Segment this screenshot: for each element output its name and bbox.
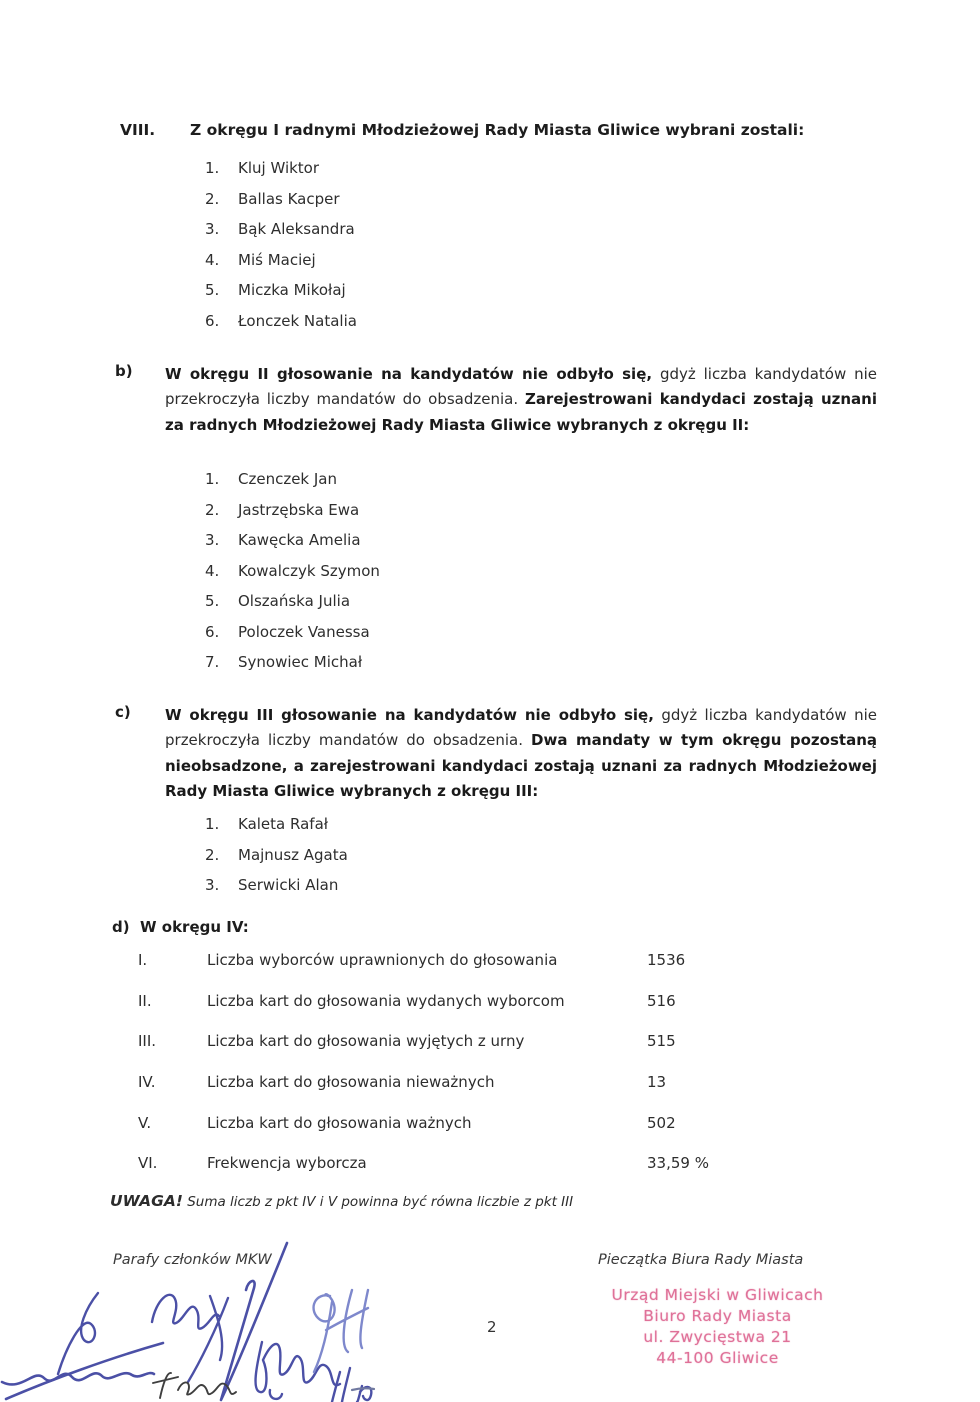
- stamp-caption: Pieczątka Biura Rady Miasta: [598, 1252, 804, 1268]
- row-label: Liczba kart do głosowania wydanych wyborcom: [207, 991, 565, 1010]
- list-item: [205, 184, 357, 215]
- list-item: [205, 647, 380, 678]
- list-item: [205, 214, 357, 245]
- row-value: 516: [647, 991, 676, 1010]
- list-item-name: Kluj Wiktor: [238, 159, 320, 177]
- district-2-candidates-list: [205, 464, 380, 678]
- list-item: [205, 870, 348, 901]
- row-value: 1536: [647, 951, 686, 969]
- list-item-number: 5.: [205, 592, 220, 610]
- list-item: [205, 840, 348, 871]
- row-numeral: V.: [138, 1113, 152, 1132]
- section-viii-heading: [120, 121, 804, 139]
- uwaga-note-text: Suma liczb z pkt IV i V powinna być równa liczbie z pkt III: [182, 1194, 574, 1210]
- row-label: Liczba wyborców uprawnionych do głosowania: [207, 951, 558, 969]
- list-item-name: Bąk Aleksandra: [238, 220, 355, 238]
- section-d-label: d): [112, 918, 130, 936]
- list-item-name: Miś Maciej: [238, 250, 316, 269]
- list-item: [205, 153, 357, 184]
- list-item-number: 5.: [205, 281, 220, 299]
- page-number: 2: [487, 1318, 497, 1336]
- row-label: Liczba kart do głosowania nieważnych: [207, 1073, 495, 1092]
- row-label: Liczba kart do głosowania wyjętych z urny: [207, 1032, 525, 1051]
- stamp-line: ul. Zwycięstwa 21: [643, 1328, 792, 1346]
- section-viii-heading-text: Z okręgu I radnymi Młodzieżowej Rady Miasta Gliwice wybrani zostali:: [190, 121, 805, 139]
- list-item-number: 3.: [205, 531, 220, 549]
- row-numeral: I.: [138, 951, 148, 969]
- list-item-name: Jastrzębska Ewa: [238, 500, 360, 519]
- list-item-name: Synowiec Michał: [238, 653, 363, 671]
- list-item-number: 2.: [205, 500, 220, 519]
- stamp-line: Biuro Rady Miasta: [643, 1307, 792, 1325]
- section-c-bold-1: W okręgu III głosowanie na kandydatów nie odbyło się,: [165, 706, 654, 724]
- signature-stroke: [314, 1290, 368, 1372]
- section-b-label: b): [115, 362, 133, 380]
- section-c-bold-2: Dwa mandaty w tym okręgu pozostaną nieobsadzone, a zarejestrowani kandydaci zostają uznani za radnych Młodzieżowej Rady Miasta Gliwice wybranych z okręgu III:: [165, 731, 877, 800]
- list-item-number: 2.: [205, 189, 220, 208]
- row-numeral: III.: [138, 1032, 157, 1051]
- row-numeral: II.: [138, 991, 152, 1010]
- list-item: [205, 809, 348, 840]
- signature-stroke: [152, 1295, 219, 1329]
- section-b-paragraph: [165, 362, 877, 438]
- section-b-bold-1: W okręgu II głosowanie na kandydatów nie odbyło się,: [165, 365, 653, 383]
- list-item-name: Czenczek Jan: [238, 470, 338, 488]
- row-value: 515: [647, 1032, 676, 1051]
- office-ink-stamp: [600, 1285, 835, 1369]
- uwaga-note: [110, 1192, 573, 1210]
- list-item-number: 3.: [205, 876, 220, 894]
- list-item: [205, 556, 380, 587]
- signature-stroke: [221, 1243, 287, 1400]
- list-item-name: Majnusz Agata: [238, 845, 348, 864]
- row-value: 13: [647, 1073, 667, 1092]
- row-numeral: IV.: [138, 1073, 156, 1092]
- list-item-number: 6.: [205, 622, 220, 641]
- signature-stroke: [6, 1343, 163, 1399]
- row-numeral: VI.: [138, 1154, 158, 1173]
- list-item-name: Olszańska Julia: [238, 592, 351, 610]
- list-item-number: 2.: [205, 845, 220, 864]
- section-c-paragraph: [165, 703, 877, 804]
- row-value: 502: [647, 1113, 676, 1132]
- list-item-number: 4.: [205, 250, 220, 269]
- list-item: [205, 245, 357, 276]
- list-item-name: Ballas Kacper: [238, 189, 340, 208]
- list-item-name: Serwicki Alan: [238, 876, 339, 894]
- initials-caption: Parafy członków MKW: [113, 1252, 272, 1268]
- district-1-elected-list: [205, 153, 357, 336]
- table-row: [138, 1032, 898, 1073]
- list-item-name: Poloczek Vanessa: [238, 622, 370, 641]
- table-row: [138, 1154, 898, 1195]
- signature-stroke: [256, 1342, 340, 1399]
- stamp-line: 44-100 Gliwice: [656, 1349, 779, 1367]
- list-item-number: 1.: [205, 470, 220, 488]
- list-item: [205, 617, 380, 648]
- list-item: [205, 495, 380, 526]
- list-item-name: Łonczek Natalia: [238, 311, 357, 330]
- signature-stroke: [188, 1296, 228, 1382]
- table-row: [138, 1114, 898, 1155]
- list-item: [205, 275, 357, 306]
- table-row: [138, 992, 898, 1033]
- row-label: Liczba kart do głosowania ważnych: [207, 1113, 472, 1132]
- list-item-number: 6.: [205, 311, 220, 330]
- section-d-heading: W okręgu IV:: [140, 918, 249, 936]
- table-row: [138, 1073, 898, 1114]
- section-viii-numeral: VIII.: [120, 121, 156, 139]
- signature-stroke: [58, 1293, 98, 1374]
- section-b-text-1: gdyż liczba kandydatów nie przekroczyła liczby mandatów do obsadzenia.: [165, 365, 878, 409]
- section-c-label: c): [115, 703, 131, 721]
- list-item-name: Kowalczyk Szymon: [238, 561, 380, 580]
- section-b-bold-2: Zarejestrowani kandydaci zostają uznani za radnych Młodzieżowej Rady Miasta Gliwice wybranych z okręgu II:: [165, 390, 877, 434]
- district-3-candidates-list: [205, 809, 348, 901]
- district-4-results-table: [138, 951, 898, 1195]
- row-label: Frekwencja wyborcza: [207, 1154, 367, 1173]
- list-item-number: 4.: [205, 561, 220, 580]
- list-item-name: Miczka Mikołaj: [238, 281, 346, 299]
- handwritten-signatures: [0, 1230, 440, 1402]
- table-row: [138, 951, 898, 992]
- list-item-name: Kawęcka Amelia: [238, 531, 361, 549]
- list-item-number: 3.: [205, 220, 220, 238]
- list-item: [205, 525, 380, 556]
- row-value: 33,59 %: [647, 1154, 709, 1173]
- signature-stroke: [2, 1373, 154, 1384]
- list-item: [205, 586, 380, 617]
- list-item-number: 1.: [205, 159, 220, 177]
- list-item: [205, 306, 357, 337]
- list-item: [205, 464, 380, 495]
- list-item-number: 7.: [205, 653, 220, 671]
- section-c-text-1: gdyż liczba kandydatów nie przekroczyła liczby mandatów do obsadzenia.: [165, 706, 877, 750]
- list-item-name: Kaleta Rafał: [238, 815, 329, 833]
- list-item-number: 1.: [205, 815, 220, 833]
- stamp-line: Urząd Miejski w Gliwicach: [611, 1286, 824, 1304]
- uwaga-note-bold: UWAGA!: [110, 1192, 183, 1210]
